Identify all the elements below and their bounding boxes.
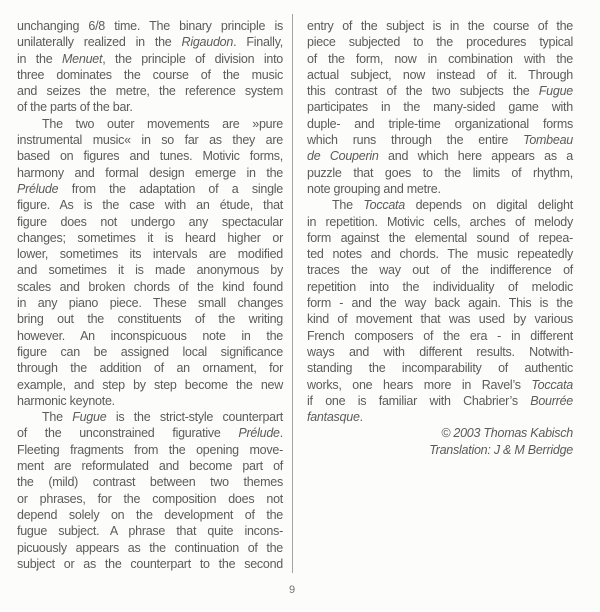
text-segment: figure does not undergo any spectacular xyxy=(17,214,283,229)
text-line xyxy=(307,181,573,197)
italic-text-segment: Prélude xyxy=(17,181,59,196)
text-line xyxy=(307,83,573,99)
text-line xyxy=(307,409,573,425)
text-segment: entry of the subject is in the course of the xyxy=(307,19,573,33)
text-line xyxy=(307,197,573,213)
text-line xyxy=(17,295,283,311)
text-segment: in any piano piece. These small changes xyxy=(17,296,283,311)
text-segment: based on figures and tunes. Motivic forms, xyxy=(17,149,283,164)
text-line xyxy=(307,214,573,230)
text-segment: note grouping and metre. xyxy=(307,181,441,196)
text-line xyxy=(307,425,573,441)
italic-text-segment: de Couperin xyxy=(307,149,379,164)
text-segment: and sometimes it is made anonymous by xyxy=(17,263,283,278)
text-segment: ted notes and chords. The music repeatedly xyxy=(307,247,573,262)
text-segment: works, one hears more in Ravel’s xyxy=(307,377,532,392)
text-line xyxy=(307,311,573,327)
text-segment: actual subject, now instead of it. Through xyxy=(307,67,573,82)
text-segment: figure can be assigned local significance xyxy=(17,344,283,359)
italic-text-segment: Translation: J & M Berridge xyxy=(429,442,573,457)
italic-text-segment: fantasque xyxy=(307,410,360,425)
text-segment: which runs through the entire xyxy=(307,133,524,148)
italic-text-segment: Toccata xyxy=(531,377,573,392)
text-segment: The two outer movements are »pure xyxy=(42,116,283,131)
text-line xyxy=(17,148,283,164)
text-segment: unilaterally realized in the xyxy=(17,35,182,50)
text-line xyxy=(17,51,283,67)
text-line xyxy=(17,67,283,83)
text-line xyxy=(307,99,573,115)
text-segment: of the unconstrained figurative xyxy=(17,426,239,441)
text-segment: in repetition. Motivic cells, arches of melody xyxy=(307,214,573,229)
text-segment: the (mild) contrast between two themes xyxy=(17,475,283,490)
text-line xyxy=(17,458,283,474)
text-segment: traces the way out of the indifference of xyxy=(307,263,573,278)
text-segment: . xyxy=(359,410,363,425)
text-line xyxy=(17,491,283,507)
italic-text-segment: Menuet xyxy=(62,51,103,66)
text-segment: , the principle of division into xyxy=(102,51,284,66)
text-segment: participates in the many-sided game with xyxy=(307,100,573,115)
text-line xyxy=(17,83,283,99)
text-line xyxy=(307,67,573,83)
text-segment: depend solely on the development of the xyxy=(17,507,283,522)
text-line xyxy=(17,230,283,246)
text-segment: unchanging 6/8 time. The binary principle is xyxy=(17,19,283,33)
text-line xyxy=(307,279,573,295)
page-number: 9 xyxy=(288,584,296,596)
italic-text-segment: Tombeau xyxy=(523,133,573,148)
text-line xyxy=(307,442,573,458)
text-line xyxy=(307,148,573,164)
text-segment: The xyxy=(42,410,73,425)
text-segment: bring out the constituents of the writing xyxy=(17,312,283,327)
text-line xyxy=(17,99,283,115)
text-column-right xyxy=(307,18,573,458)
text-segment: is the strict-style counterpart xyxy=(106,410,283,425)
text-line xyxy=(307,377,573,393)
text-segment: from the adaptation of a single xyxy=(58,181,283,196)
text-line xyxy=(307,262,573,278)
text-segment: piece subjected to the procedures typical xyxy=(307,35,573,50)
italic-text-segment: Toccata xyxy=(363,198,405,213)
text-segment: puzzle that goes to the limits of rhythm, xyxy=(307,165,573,180)
text-line xyxy=(17,409,283,425)
text-segment: however. An inconspicuous note in the xyxy=(17,328,283,343)
column-divider xyxy=(292,14,293,573)
text-segment: if one is familiar with Chabrier’s xyxy=(307,393,531,408)
text-line xyxy=(17,425,283,441)
text-segment: duple- and triple-time organizational forms xyxy=(307,116,573,131)
text-line xyxy=(17,214,283,230)
text-line xyxy=(307,51,573,67)
text-line xyxy=(307,18,573,34)
text-line xyxy=(17,18,283,34)
text-segment: and which here appears as a xyxy=(378,149,573,164)
text-column-left xyxy=(17,18,283,572)
text-line xyxy=(307,246,573,262)
italic-text-segment: Fugue xyxy=(72,410,107,425)
text-segment: of the form, now in combination with the xyxy=(307,51,573,66)
text-segment: ways and with different results. Notwith- xyxy=(307,344,573,359)
text-line xyxy=(17,311,283,327)
text-segment: . xyxy=(279,426,283,441)
text-segment: of the parts of the bar. xyxy=(17,100,133,115)
text-line xyxy=(17,523,283,539)
text-segment: The xyxy=(332,198,364,213)
text-segment: figure. As is the case with an étude, that xyxy=(17,198,283,213)
text-segment: . Finally, xyxy=(233,35,283,50)
text-line xyxy=(307,344,573,360)
text-line xyxy=(17,344,283,360)
text-line xyxy=(17,360,283,376)
text-line xyxy=(17,507,283,523)
text-segment: lower, sometimes its intervals are modified xyxy=(17,247,283,262)
text-line xyxy=(17,165,283,181)
text-segment: scales and broken chords of the kind found xyxy=(17,279,283,294)
text-line xyxy=(17,377,283,393)
text-line xyxy=(307,165,573,181)
text-line xyxy=(17,262,283,278)
text-segment: harmonic keynote. xyxy=(17,393,115,408)
italic-text-segment: Fugue xyxy=(538,84,573,99)
italic-text-segment: Prélude xyxy=(238,426,280,441)
text-segment: subject or as the counterpart to the second xyxy=(17,556,283,571)
text-line xyxy=(307,230,573,246)
text-segment: repetition into the individuality of melodic xyxy=(307,279,573,294)
text-line xyxy=(307,132,573,148)
text-segment: fugue subject. A phrase that quite incons- xyxy=(17,524,283,539)
italic-text-segment: Bourrée xyxy=(530,393,573,408)
text-line xyxy=(307,295,573,311)
text-segment: or phrases, for the composition does not xyxy=(17,491,283,506)
text-segment: through the addition of an ornament, for xyxy=(17,361,283,376)
text-segment: ment are reformulated and become part of xyxy=(17,459,283,474)
text-segment: form - and the way back again. This is the xyxy=(307,296,573,311)
text-segment: in the xyxy=(17,51,63,66)
text-segment: kind of movement that was used by various xyxy=(307,312,573,327)
text-segment: Fleeting fragments from the opening move- xyxy=(17,442,283,457)
text-line xyxy=(17,328,283,344)
text-line xyxy=(17,197,283,213)
italic-text-segment: © 2003 Thomas Kabisch xyxy=(441,426,573,441)
text-segment: standing the incomparability of authentic xyxy=(307,361,573,376)
text-segment: changes; sometimes it is heard higher or xyxy=(17,230,283,245)
text-segment: instrumental music« in so far as they are xyxy=(17,133,283,148)
text-line xyxy=(17,181,283,197)
text-segment: and seizes the metre, the reference system xyxy=(17,84,283,99)
italic-text-segment: Rigaudon xyxy=(181,35,234,50)
text-line xyxy=(17,279,283,295)
text-segment: example, and step by step become the new xyxy=(17,377,283,392)
text-segment: harmony and formal design emerge in the xyxy=(17,165,283,180)
text-line xyxy=(17,132,283,148)
text-segment: picuously appears as the continuation of the xyxy=(17,540,283,555)
text-segment: three dominates the course of the music xyxy=(17,67,283,82)
text-segment: this contrast of the two subjects the xyxy=(307,84,539,99)
text-line xyxy=(17,116,283,132)
text-line xyxy=(307,393,573,409)
text-line xyxy=(307,34,573,50)
text-line xyxy=(17,393,283,409)
text-line xyxy=(17,442,283,458)
text-segment: depends on digital delight xyxy=(404,198,573,213)
text-line xyxy=(17,34,283,50)
text-line xyxy=(307,360,573,376)
text-line xyxy=(307,328,573,344)
text-line xyxy=(17,474,283,490)
text-line xyxy=(17,540,283,556)
text-line xyxy=(307,116,573,132)
text-line xyxy=(17,246,283,262)
text-segment: French composers of the era - in different xyxy=(307,328,573,343)
text-segment: form against the elemental sound of repea- xyxy=(307,230,573,245)
text-line xyxy=(17,556,283,572)
